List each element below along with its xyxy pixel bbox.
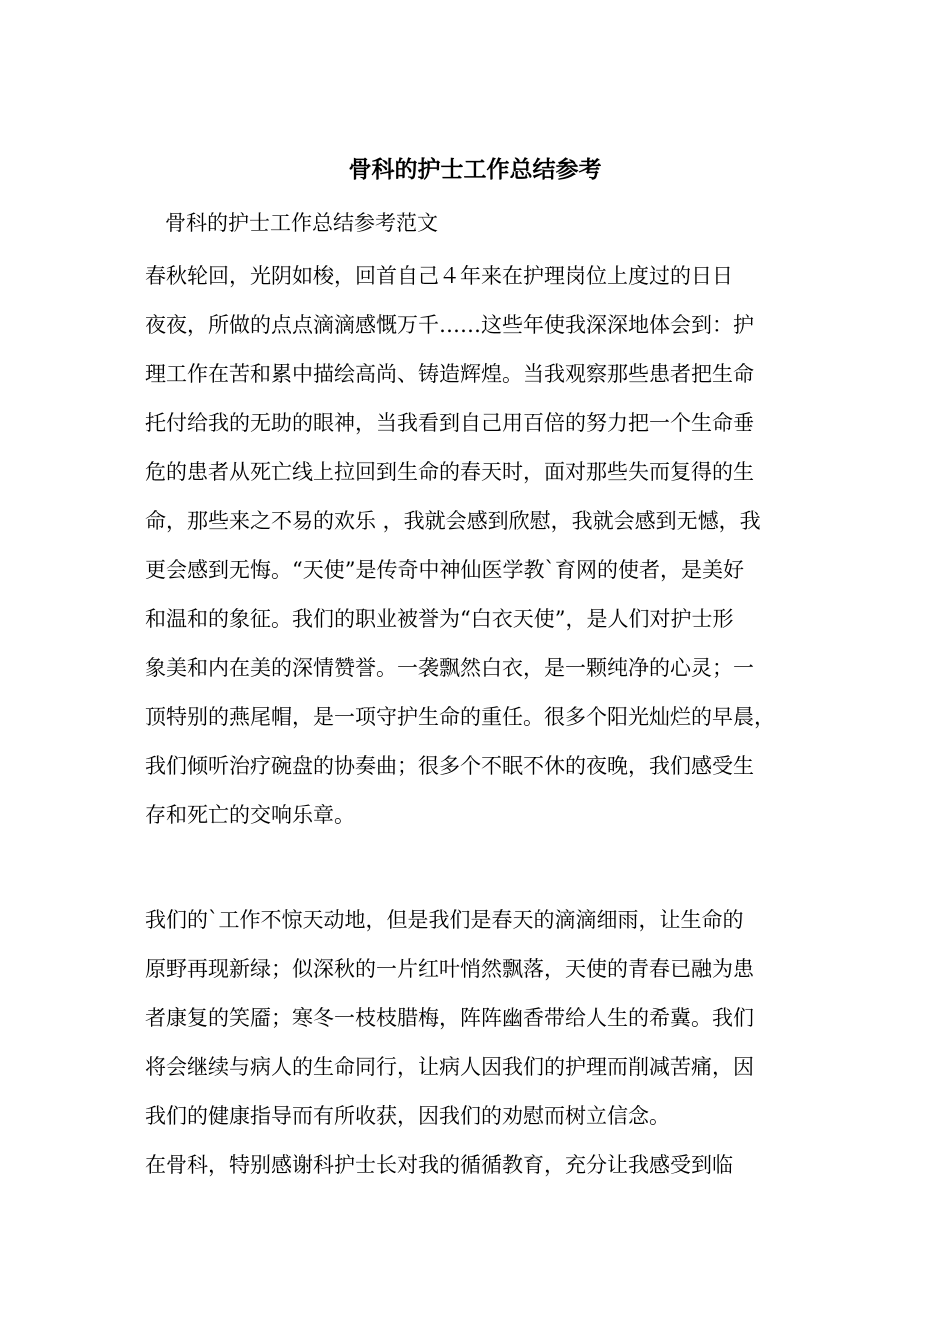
paragraph-line: 原野再现新绿；似深秋的一片红叶悄然飘落，天使的青春已融为患	[145, 957, 754, 981]
document-title: 骨科的护士工作总结参考	[348, 156, 602, 183]
paragraph-line: 顶特别的燕尾帽，是一项守护生命的重任。很多个阳光灿烂的早晨，	[145, 705, 775, 729]
paragraph-line: 我们倾听治疗碗盘的协奏曲；很多个不眠不休的夜晚，我们感受生	[145, 754, 754, 778]
paragraph-line: 危的患者从死亡线上拉回到生命的春天时，面对那些失而复得的生	[145, 460, 754, 484]
paragraph-line: 春秋轮回，光阴如梭，回首自己４年来在护理岗位上度过的日日	[145, 264, 733, 288]
paragraph-line: 理工作在苦和累中描绘高尚、铸造辉煌。当我观察那些患者把生命	[145, 362, 754, 386]
paragraph-line: 在骨科，特别感谢科护士长对我的循循教育，充分让我感受到临	[145, 1153, 733, 1177]
paragraph-line: 存和死亡的交响乐章。	[145, 803, 355, 827]
paragraph-line: 将会继续与病人的生命同行，让病人因我们的护理而削减苦痛，因	[145, 1055, 754, 1079]
paragraph-line: 象美和内在美的深情赞誉。一袭飘然白衣，是一颗纯净的心灵；一	[145, 656, 754, 680]
paragraph-line: 和温和的象征。我们的职业被誉为“白衣天使”，是人们对护士形	[145, 607, 734, 631]
document-subtitle: 骨科的护士工作总结参考范文	[165, 211, 438, 235]
paragraph-line: 命，那些来之不易的欢乐 ，我就会感到欣慰，我就会感到无憾，我	[145, 509, 761, 533]
paragraph-line: 更会感到无悔。“天使”是传奇中神仙医学教`育网的使者，是美好	[145, 558, 744, 582]
paragraph-line: 托付给我的无助的眼神，当我看到自己用百倍的努力把一个生命垂	[145, 411, 754, 435]
paragraph-line: 者康复的笑靥；寒冬一枝枝腊梅，阵阵幽香带给人生的希冀。我们	[145, 1006, 754, 1030]
paragraph-line: 我们的`工作不惊天动地，但是我们是春天的滴滴细雨，让生命的	[145, 908, 744, 932]
paragraph-line: 我们的健康指导而有所收获，因我们的劝慰而树立信念。	[145, 1104, 670, 1128]
paragraph-line: 夜夜，所做的点点滴滴感慨万千……这些年使我深深地体会到：护	[145, 313, 754, 337]
